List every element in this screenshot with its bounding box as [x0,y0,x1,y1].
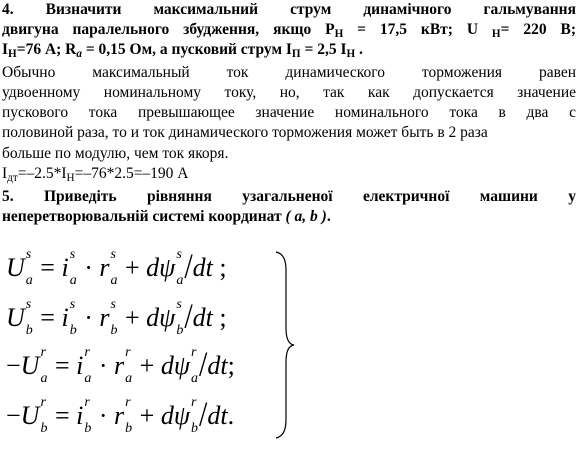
current-term-sub: a [84,371,92,386]
resistance-term: r r a [114,345,133,386]
flux-term-sub: b [190,421,198,436]
voltage-term-sub: b [40,421,48,436]
minus-sign: − [6,351,21,380]
resistance-term: r s b [99,297,118,338]
dt-term: dt [207,351,228,380]
resistance-term-sup: s [110,297,116,312]
differential-d: d [146,303,160,332]
division-slash: / [184,247,193,286]
current-term-sub: b [69,323,77,338]
multiply-dot: · [92,351,115,380]
current-term-sup: s [69,297,76,312]
equation-2 [6,297,227,346]
equation-1 [6,247,227,296]
voltage-term: U s a [6,247,33,288]
equation-3 [6,345,235,394]
equation-4 [6,395,235,444]
flux-term: ψ s b [159,297,184,338]
voltage-term-sup: s [25,247,32,262]
current-term: i r a [76,345,92,386]
current-term-sub: b [84,421,92,436]
flux-term: ψ r b [173,395,198,436]
resistance-term: r s a [99,247,118,288]
dt-term: dt [192,253,213,282]
resistance-term-sup: r [125,345,131,360]
q4-line-3: $I_Н=76$ А; $R_a = 0,15$ Ом, а пусковий струм $I_П = 2,5$ $I_Н$ . [2,41,363,60]
flux-term-sup: s [176,297,182,312]
resistance-term-sub: b [110,323,118,338]
resistance-term-sub: a [110,273,118,288]
q4-line-2: двигуна паралельного збудження, якщо $P_Н = 17,5$ кВт; U $_Н$= 220 В; [2,21,576,40]
voltage-term: U r a [20,345,48,386]
voltage-term: U s b [6,297,33,338]
voltage-term-sup: r [40,345,46,360]
division-slash: / [184,297,193,336]
current-term: i s b [61,297,77,338]
calculation-line: $I_{дт}=-2.5*I_Н=-76*2.5=-190$ А [2,165,189,184]
flux-term-sup: s [176,247,182,262]
minus-sign: − [6,401,21,430]
equation-end: ; [227,351,235,380]
equals-sign: = [48,401,77,430]
current-term-sub: a [69,273,77,288]
equals-sign: = [33,303,62,332]
plus-sign: + [133,351,161,380]
voltage-term-sub: a [25,273,33,288]
equals-sign: = [48,351,77,380]
resistance-term-sub: a [125,371,133,386]
equation-end: ; [212,253,227,282]
answer-line-1: Обычно максимальный ток динамического торможения равен [2,64,576,81]
answer-line-5: больше по модулю, чем ток якоря. [2,145,229,162]
flux-term: ψ s a [159,247,184,288]
division-slash: / [198,345,208,384]
dt-term: dt [207,401,228,430]
differential-d: d [146,253,160,282]
division-slash: / [198,395,208,434]
q4-line-1: 4. Визначити максимальний струм динамічного гальмування [2,1,576,18]
flux-term-sub: b [176,323,184,338]
voltage-term-sup: s [25,297,32,312]
resistance-term-sup: r [125,395,131,410]
differential-d: d [160,401,174,430]
voltage-term-sub: b [25,323,33,338]
flux-term-sup: r [190,345,197,360]
flux-term: ψ r a [173,345,198,386]
q5-line-2: неперетворювальній системі координат ( a, b ). [2,208,331,225]
voltage-term-sup: r [40,395,46,410]
flux-term-sup: r [190,395,197,410]
multiply-dot: · [77,253,100,282]
plus-sign: + [118,303,147,332]
differential-d: d [160,351,174,380]
multiply-dot: · [92,401,115,430]
system-brace [272,250,298,440]
equals-sign: = [33,253,62,282]
resistance-term: r r b [114,395,133,436]
current-term: i s a [61,247,77,288]
flux-term-sub: a [176,273,184,288]
current-term-sup: r [84,395,90,410]
current-term: i r b [76,395,92,436]
q5-line-1: 5. Приведіть рівняння узагальненої електричної машини у [2,188,576,205]
voltage-term: U r b [20,395,48,436]
equation-end: . [227,401,235,430]
multiply-dot: · [77,303,100,332]
plus-sign: + [133,401,161,430]
resistance-term-sup: s [110,247,116,262]
answer-line-3: пускового тока превышающее значение номинального тока в два с [2,104,576,121]
current-term-sup: r [84,345,90,360]
answer-line-2: удвоенному номинальному току, но, так как допускается значение [2,84,576,101]
plus-sign: + [118,253,147,282]
resistance-term-sub: b [125,421,133,436]
equation-end: ; [212,303,227,332]
current-term-sup: s [69,247,76,262]
flux-term-sub: a [190,371,198,386]
dt-term: dt [192,303,213,332]
voltage-term-sub: a [40,371,48,386]
answer-line-4: половиной раза, то и ток динамического торможения может быть в 2 раза [2,124,488,141]
